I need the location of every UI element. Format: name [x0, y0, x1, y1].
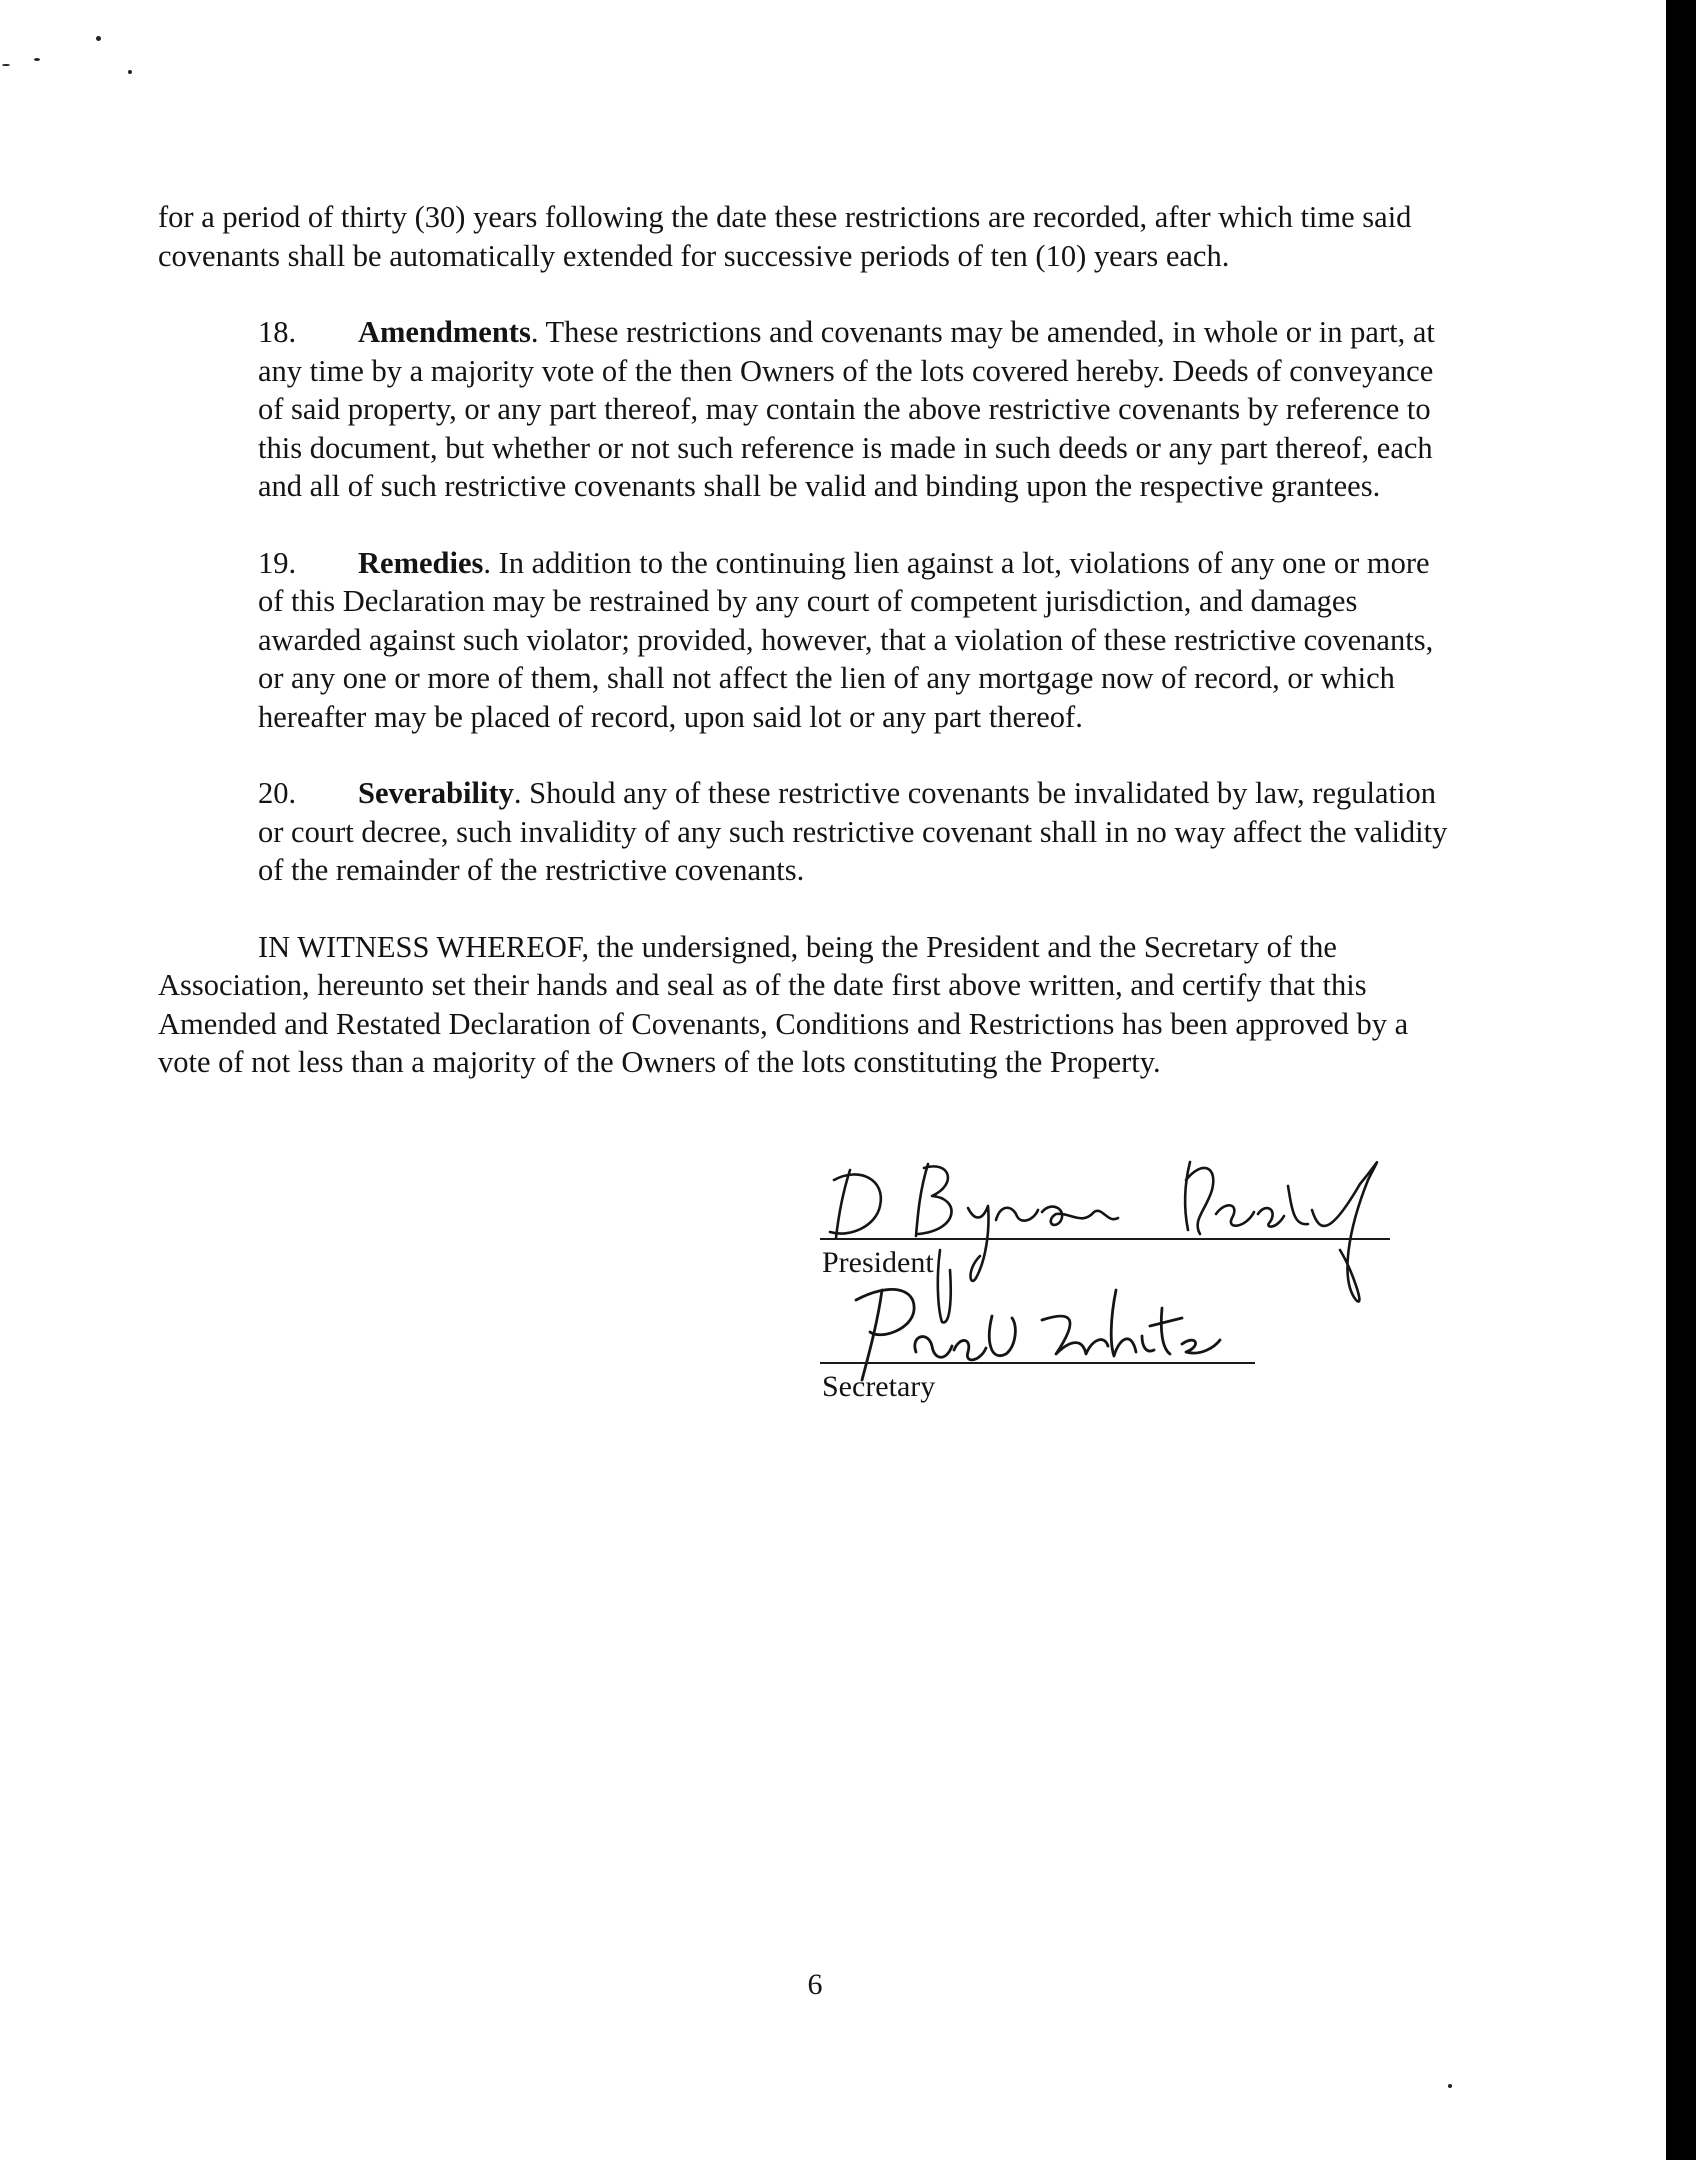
scan-speck [128, 70, 132, 74]
witness-paragraph: IN WITNESS WHEREOF, the undersigned, being the President and the Secretary of the Association, hereunto set their hands and seal as of the date first above written, and certify that this Amended and Restated Declaration of Covenants, Conditions and Restrictions has been approved by a vote of not less than a majority of the Owners of the lots constituting the Property. [158, 929, 1409, 1079]
page-number: 6 [807, 1968, 823, 2001]
continuation-paragraph: for a period of thirty (30) years following the date these restrictions are recorded, after which time said covenants shall be automatically extended for successive periods of ten (10) years each. [158, 200, 1412, 273]
secretary-label: Secretary [822, 1370, 936, 1403]
section-amendments [158, 313, 1458, 506]
section-heading: Amendments [358, 315, 531, 349]
section-text: . Should any of these restrictive covenants be invalidated by law, regulation or court decree, such invalidity of any such restrictive covenant shall in no way affect the validity of the remainder of the restrictive covenants. [258, 776, 1448, 887]
secretary-signature-line [820, 1362, 1255, 1364]
section-number: 20. [258, 776, 297, 810]
section-number: 19. [258, 545, 297, 580]
document-body [158, 198, 1458, 1120]
section-heading: Remedies [358, 545, 484, 580]
section-remedies [158, 544, 1458, 737]
section-severability [158, 774, 1458, 890]
section-heading: Severability [358, 776, 514, 810]
signature-block [820, 1140, 1420, 1420]
president-label: President [822, 1246, 934, 1279]
scan-speck [34, 58, 40, 61]
section-text: . In addition to the continuing lien against a lot, violations of any one or more of this Declaration may be restrained by any court of competent jurisdiction, and damages awarded against such violator; provided, however, that a violation of these restrictive covenants, or any one or more of them, shall not affect the lien of any mortgage now of record, or which hereafter may be placed of record, upon said lot or any part thereof. [258, 545, 1434, 734]
section-number: 18. [258, 315, 297, 349]
scan-edge-border [1666, 0, 1696, 2160]
scan-speck [2, 64, 10, 66]
scan-speck [1448, 2084, 1452, 2088]
scan-speck [96, 36, 101, 41]
section-text: . These restrictions and covenants may be amended, in whole or in part, at any time by a majority vote of the then Owners of the lots covered hereby. Deeds of conveyance of said property, or any part thereof, may contain the above restrictive covenants by reference to this document, but whether or not such reference is made in such deeds or any part thereof, each and all of such restrictive covenants shall be valid and binding upon the respective grantees. [258, 315, 1435, 503]
